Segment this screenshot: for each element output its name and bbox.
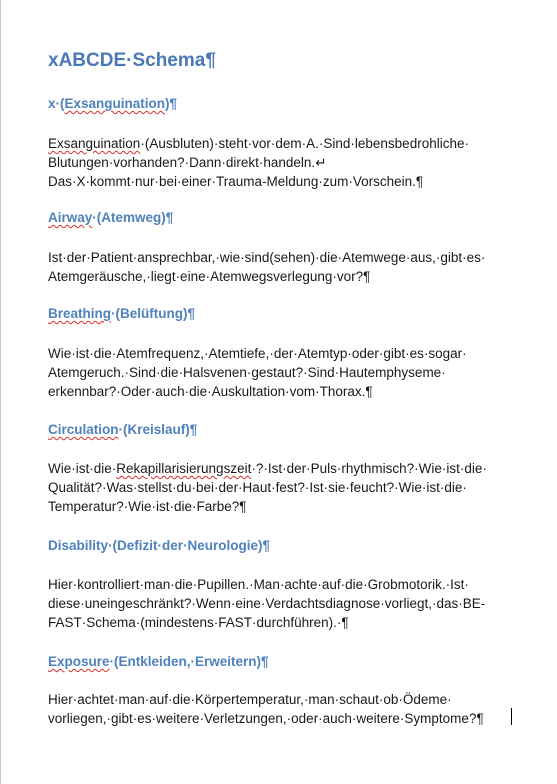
spellcheck-flagged-word[interactable]: Exposure	[48, 654, 110, 669]
section-heading-breathing[interactable]: Breathing·(Belüftung)¶	[48, 306, 195, 321]
text-line: Das·X·kommt·nur·bei·einer·Trauma-Meldung·zum·Vorschein.¶	[48, 174, 424, 189]
text-line: Atemgeräusche,·liegt·eine·Atemwegsverlegung·vor?¶	[48, 269, 371, 284]
page-left-edge	[0, 0, 1, 784]
text-line: vorliegen,·gibt·es·weitere·Verletzungen,·oder·auch·weitere·Symptome?¶	[48, 711, 484, 726]
text-line: Blutungen·vorhanden?·Dann·direkt·handeln.↵	[48, 155, 327, 170]
section-heading-disability[interactable]: Disability·(Defizit·der·Neurologie)¶	[48, 538, 271, 553]
text-cursor	[511, 708, 512, 725]
section-text-exsanguination[interactable]	[48, 134, 469, 191]
text-line: Exsanguination·(Ausbluten)·steht·vor·dem·A.·Sind·lebensbedrohliche·	[48, 136, 469, 151]
section-heading-airway[interactable]: Airway·(Atemweg)¶	[48, 210, 174, 225]
section-text-exposure[interactable]	[48, 690, 484, 728]
section-text-breathing[interactable]	[48, 344, 467, 401]
spellcheck-flagged-word[interactable]: Exsanguination	[48, 136, 141, 151]
text-line: Ist·der·Patient·ansprechbar,·wie·sind(sehen)·die·Atemwege·aus,·gibt·es·	[48, 250, 486, 265]
section-heading-exposure[interactable]: Exposure·(Entkleiden,·Erweitern)¶	[48, 654, 269, 669]
text-line: diese·uneingeschränkt?·Wenn·eine·Verdachtsdiagnose·vorliegt,·das·BE-	[48, 596, 486, 611]
text-line: Qualität?·Was·stellst·du·bei·der·Haut·fest?·Ist·sie·feucht?·Wie·ist·die·	[48, 480, 467, 495]
text-line: Hier·achtet·man·auf·die·Körpertemperatur,·man·schaut·ob·Ödeme·	[48, 692, 452, 707]
text-line: Atemgeruch.·Sind·die·Halsvenen·gestaut?·Sind·Hautemphyseme·	[48, 365, 446, 380]
text-line: erkennbar?·Oder·auch·die·Auskultation·vom·Thorax.¶	[48, 384, 373, 399]
text-line: Wie·ist·die·Rekapillarisierungszeit·?·Ist·der·Puls·rhythmisch?·Wie·ist·die·	[48, 461, 487, 476]
document-title[interactable]: xABCDE·Schema¶	[48, 50, 216, 71]
text-line: Temperatur?·Wie·ist·die·Farbe?¶	[48, 499, 247, 514]
section-heading-exsanguination[interactable]: x·(Exsanguination)¶	[48, 96, 178, 111]
text-line: Hier·kontrolliert·man·die·Pupillen.·Man·achte·auf·die·Grobmotorik.·Ist·	[48, 577, 469, 592]
spellcheck-flagged-word[interactable]: Circulation	[48, 422, 119, 437]
spellcheck-flagged-word[interactable]: Breathing	[48, 306, 112, 321]
text-line: Wie·ist·die·Atemfrequenz,·Atemtiefe,·der·Atemtyp·oder·gibt·es·sogar·	[48, 346, 467, 361]
section-heading-circulation[interactable]: Circulation·(Kreislauf)¶	[48, 422, 198, 437]
spellcheck-flagged-word[interactable]: Rekapillarisierungszeit	[116, 461, 252, 476]
section-text-airway[interactable]	[48, 248, 485, 286]
section-text-disability[interactable]	[48, 575, 485, 632]
section-text-circulation[interactable]	[48, 459, 487, 516]
spellcheck-flagged-word[interactable]: Exsanguination	[64, 96, 166, 111]
text-line: FAST·Schema·(mindestens·FAST·durchführen).·¶	[48, 615, 349, 630]
spellcheck-flagged-word[interactable]: Airway	[48, 210, 93, 225]
